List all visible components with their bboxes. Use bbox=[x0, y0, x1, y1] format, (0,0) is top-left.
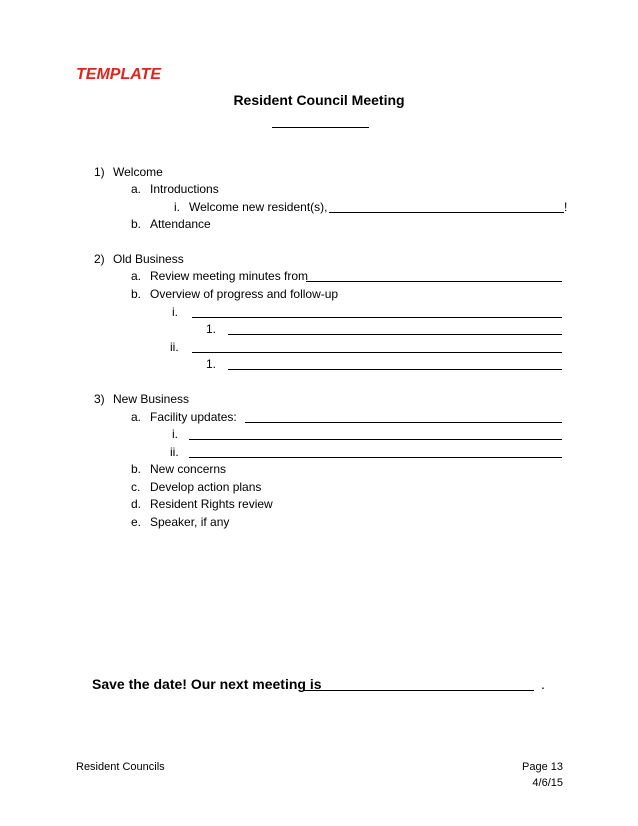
item-1ai-marker: i. bbox=[174, 200, 180, 214]
item-3a-marker: a. bbox=[131, 410, 142, 424]
save-the-date-period: . bbox=[541, 676, 545, 692]
item-2b-text: Overview of progress and follow-up bbox=[150, 287, 339, 301]
item-2bii1-blank bbox=[228, 369, 562, 370]
item-3c-text: Develop action plans bbox=[150, 480, 262, 494]
item-2a-text: Review meeting minutes from bbox=[150, 269, 309, 283]
section-3-number: 3) bbox=[94, 392, 105, 406]
next-meeting-blank bbox=[304, 690, 534, 691]
item-1b-text: Attendance bbox=[150, 217, 211, 231]
page-number: Page 13 bbox=[522, 761, 563, 773]
item-1b-marker: b. bbox=[131, 217, 142, 231]
template-label: TEMPLATE bbox=[76, 66, 162, 83]
item-2bi-marker: i. bbox=[172, 305, 178, 319]
footer-date: 4/6/15 bbox=[532, 777, 563, 789]
item-2bii1-marker: 1. bbox=[206, 357, 217, 371]
item-3c-marker: c. bbox=[131, 480, 141, 494]
item-1ai-end: ! bbox=[564, 200, 568, 214]
welcome-resident-blank bbox=[329, 212, 564, 213]
item-3e-text: Speaker, if any bbox=[150, 515, 230, 529]
minutes-from-blank bbox=[306, 281, 562, 282]
item-1a-text: Introductions bbox=[150, 182, 219, 196]
item-3aii-marker: ii. bbox=[170, 445, 179, 459]
section-2-label: Old Business bbox=[113, 252, 184, 266]
item-2bi1-blank bbox=[228, 334, 562, 335]
section-3-label: New Business bbox=[113, 392, 190, 406]
item-2bi-blank bbox=[192, 317, 562, 318]
item-3ai-blank bbox=[189, 439, 562, 440]
section-1-number: 1) bbox=[94, 165, 105, 179]
item-3d-text: Resident Rights review bbox=[150, 497, 273, 511]
item-3aii-blank bbox=[189, 457, 562, 458]
item-3ai-marker: i. bbox=[172, 427, 178, 441]
save-the-date: Save the date! Our next meeting is bbox=[92, 676, 322, 692]
facility-updates-blank bbox=[245, 422, 562, 423]
item-2bii-blank bbox=[192, 352, 562, 353]
item-1a-marker: a. bbox=[131, 182, 142, 196]
section-1-label: Welcome bbox=[113, 165, 163, 179]
item-3e-marker: e. bbox=[131, 515, 142, 529]
item-1ai-text: Welcome new resident(s), bbox=[189, 200, 328, 214]
item-2bi1-marker: 1. bbox=[206, 322, 217, 336]
item-2a-marker: a. bbox=[131, 269, 142, 283]
item-2b-marker: b. bbox=[131, 287, 142, 301]
page-title: Resident Council Meeting bbox=[233, 92, 405, 108]
item-3b-text: New concerns bbox=[150, 462, 227, 476]
footer-left: Resident Councils bbox=[76, 761, 165, 773]
title-underline bbox=[272, 127, 369, 128]
item-3a-text: Facility updates: bbox=[150, 410, 237, 424]
section-2-number: 2) bbox=[94, 252, 105, 266]
item-3b-marker: b. bbox=[131, 462, 142, 476]
item-3d-marker: d. bbox=[131, 497, 142, 511]
item-2bii-marker: ii. bbox=[170, 340, 179, 354]
